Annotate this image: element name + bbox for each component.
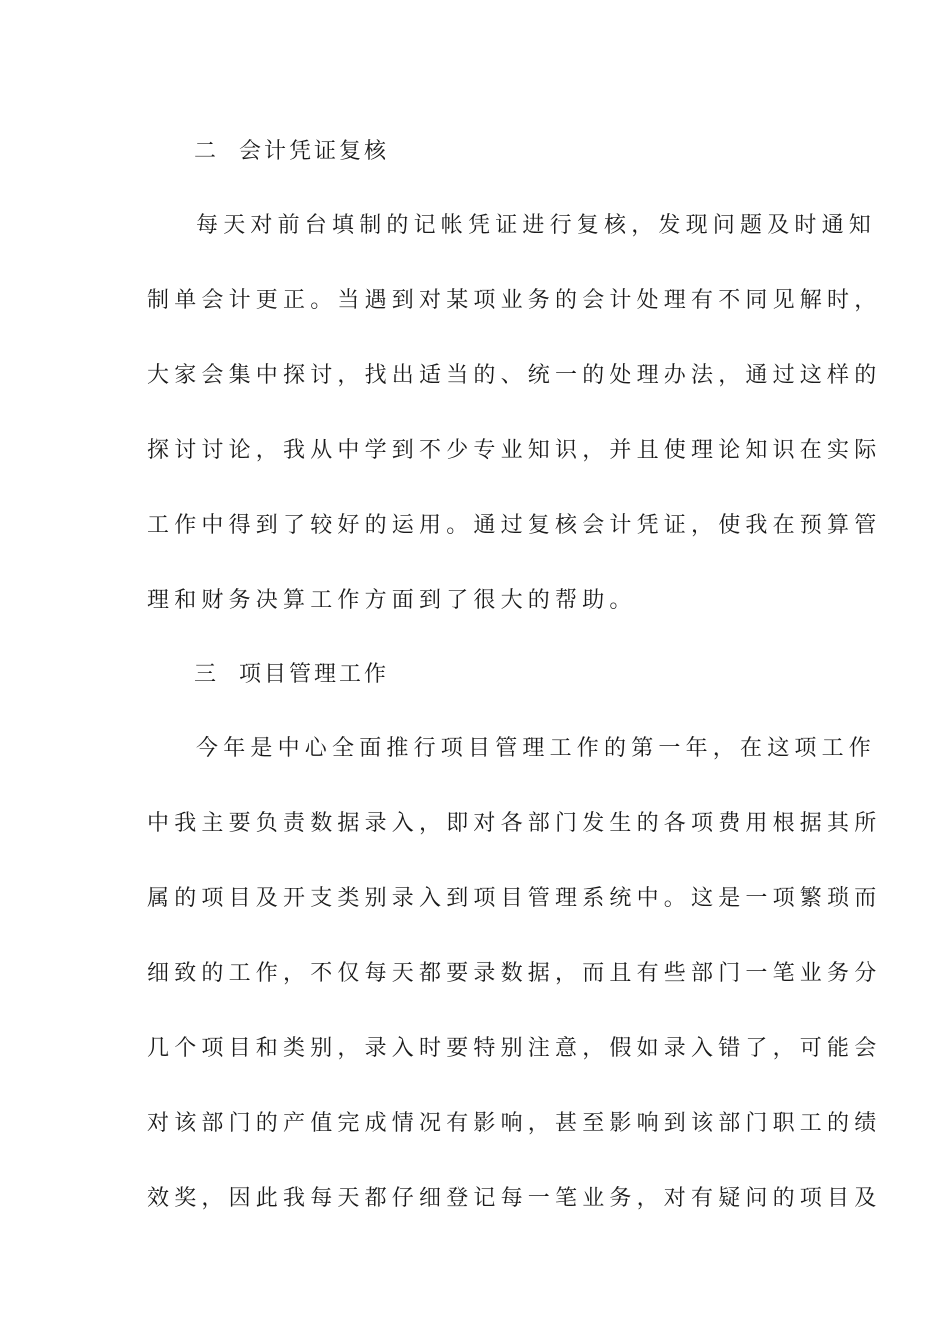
paragraph-line: 效奖，因此我每天都仔细登记每一笔业务，对有疑问的项目及 (147, 1186, 882, 1211)
paragraph-line: 探讨讨论，我从中学到不少专业知识，并且使理论知识在实际 (147, 438, 882, 463)
paragraph-line: 工作中得到了较好的运用。通过复核会计凭证，使我在预算管 (147, 513, 882, 538)
paragraph-line: 几个项目和类别，录入时要特别注意，假如录入错了，可能会 (147, 1036, 882, 1061)
paragraph-line: 大家会集中探讨，找出适当的、统一的处理办法，通过这样的 (147, 363, 882, 388)
paragraph-line: 中我主要负责数据录入，即对各部门发生的各项费用根据其所 (147, 811, 882, 836)
section-heading-voucher-review: 二 会计凭证复核 (194, 139, 389, 164)
paragraph-line: 每天对前台填制的记帐凭证进行复核，发现问题及时通知 (196, 213, 877, 238)
paragraph-line: 属的项目及开支类别录入到项目管理系统中。这是一项繁琐而 (147, 886, 882, 911)
section-heading-project-management: 三 项目管理工作 (194, 662, 389, 687)
paragraph-line: 制单会计更正。当遇到对某项业务的会计处理有不同见解时， (147, 288, 882, 313)
paragraph-line: 今年是中心全面推行项目管理工作的第一年，在这项工作 (196, 736, 877, 761)
paragraph-line: 细致的工作，不仅每天都要录数据，而且有些部门一笔业务分 (147, 961, 882, 986)
paragraph-line: 对该部门的产值完成情况有影响，甚至影响到该部门职工的绩 (147, 1111, 882, 1136)
paragraph-line: 理和财务决算工作方面到了很大的帮助。 (147, 588, 637, 613)
